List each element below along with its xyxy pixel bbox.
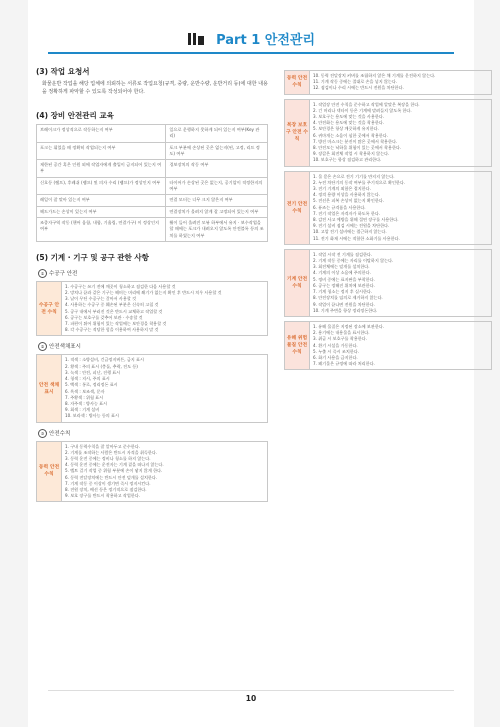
list-item: 6. 공구는 보호구를 갖추어 보관 · 수송할 것 [65,314,143,320]
list-item: 1. 작업장 안전 수칙을 준수하고 작업에 알맞은 복장을 한다. [313,101,420,107]
left-column [36,66,268,506]
list-item: 4. 기계의 이상 소음에 주의한다. [313,270,371,276]
rule-box [36,281,268,337]
list-item: 3. 날이 무딘 수공구는 갈아서 사용할 것 [65,296,137,302]
rule-box-items [62,355,268,422]
list-item: 2. 기계를 조작하는 사람은 반드시 자격을 취득한다. [65,449,158,455]
list-item: 10. 고압 전기 설비에는 접근하지 않는다. [313,229,387,235]
list-item: 8. 전원 장치, 배선 등은 정기적으로 점검한다. [65,486,147,492]
table-row [37,195,268,206]
section-text: 화물운반 작업을 해당 업체에 의뢰하는 서류로 작업요청(규격, 중량, 운반수량, 운반거리 등)에 대한 내용을 정확하게 파악할 수 있도록 작성되어야 한다. [42,81,268,95]
list-item: 10. 보호구는 항상 점검하고 관리한다. [313,157,382,163]
list-item: 1. 구내 동력수칙을 잘 알아두고 준수한다. [65,443,140,449]
table-row [37,125,268,143]
table-row [37,160,268,178]
section-title: (4) 장비 안전관리 교육 [36,111,114,120]
list-item: 9. 작업이 끝나면 전원을 차단한다. [313,301,375,307]
subsection-label: 안전수칙 [49,430,71,437]
list-item: 4. 정격 용량 이상을 사용하지 않는다. [313,192,381,198]
list-item: 5. 누출 시 즉시 조치한다. [313,348,360,354]
rule-box-label: 유해 위험 물질 안전 수칙 [285,321,310,369]
table-row [37,217,268,241]
table-cell: 연결장치가 올려지 않게 잘 고정되어 있는지 여부 [166,206,268,217]
list-item: 6. 퓨즈는 규격품을 사용한다. [313,204,366,210]
list-item: 8. 안전장치를 임의로 제거하지 않는다. [313,295,383,301]
list-item: 10. 기계 주변을 항상 정리정돈한다. [313,307,378,313]
list-item: 5. 전선은 피복 손상이 없는지 확인한다. [313,198,385,204]
list-item: 1. 유해 물질은 지정된 장소에 보관한다. [313,323,385,329]
subsection-label: 안전색채표시 [49,344,81,351]
list-item: 6. 동력 전달장치에는 반드시 안전 덮개를 설치한다. [65,474,158,480]
rule-box [284,70,492,95]
table-cell: 연결 모터는 너무 크지 않은지 여부 [166,195,268,206]
list-item: 2. 기계 작동 중에는 자리를 이탈하지 않는다. [313,258,394,264]
table-cell: 신호등 (램프), 후레쉬 (램프) 및 의자 수리 (램프)가 정상인지 여부 [37,177,166,195]
list-item: 4. 청색 : 지시, 주의 표시 [65,376,110,382]
subsection-label: 수공구 안전 [49,270,78,277]
subsection-number: ① [38,269,47,278]
table-row [37,177,268,195]
list-item: 7. 주황색 : 위험 표시 [65,394,104,400]
list-item: 3. 동력 운전 중에는 정비나 청소를 하지 않는다. [65,455,151,461]
subsection-number: ③ [38,429,47,438]
rule-box [284,99,492,167]
list-item: 5. 정비 중에는 표지판을 부착한다. [313,276,375,282]
list-item: 1. 작업 시작 전 기계를 점검한다. [313,251,373,257]
rule-box-items [310,71,492,95]
rule-box-label: 동력 안전 수칙 [285,71,310,95]
list-item: 3. 보호구는 용도에 맞는 것을 사용한다. [313,114,385,120]
list-item: 11. 기계 작동 중에는 절대로 손을 넣지 않는다. [313,79,398,85]
list-item: 7. 기계 청소는 정지 후 실시한다. [313,289,373,295]
list-item: 9. 회색 : 기계 설비 [65,407,100,413]
list-item: 1. 수공구는 쓰기 전에 깨끗이 청소하고 점검한 다음 사용할 것 [65,283,176,289]
list-item: 7. 기계 작동 중 이상이 생기면 즉시 정지시킨다. [65,480,151,486]
list-item: 7. 폐기물은 규정에 따라 처리한다. [313,361,375,367]
list-item: 2. 용기에는 내용물을 표시한다. [313,330,370,336]
rule-box [284,249,492,317]
list-item: 3. 전기 기계의 외함은 접지한다. [313,186,371,192]
subsection-title [38,269,268,278]
right-column [284,70,492,374]
list-item: 1. 물 묻은 손으로 전기 기기를 만지지 않는다. [313,173,395,179]
table-cell: 포크는 휘었을 때 정확히 작업되는지 여부 [37,142,166,160]
list-item: 2. 긴 머리나 넥타이 등은 기계에 말려들지 않도록 한다. [313,107,412,113]
list-item: 3. 녹색 : 안전, 피난, 진행 표시 [65,369,121,375]
list-item: 10. 동력 전달장치 커버를 조립하지 않은 채 기계를 운전하지 않는다. [313,73,436,78]
page-title: Part 1 안전관리 [216,33,315,48]
rule-box-items [62,281,268,336]
list-item: 9. 보호 장구를 반드시 착용하고 작업한다. [65,493,140,499]
section-title: (5) 기계 · 기구 및 공구 관한 사항 [36,252,149,262]
section-title: (3) 작업 요청서 [36,67,90,76]
list-item: 3. 취급 시 보호구를 착용한다. [313,336,367,342]
list-item: 5. 보안경은 항상 깨끗하게 유지한다. [313,126,379,132]
list-item: 5. 벨트 걸기 작업 중 위험 부분에 손이 닿지 않게 한다. [65,468,163,474]
list-item: 9. 장갑은 회전체 작업 시 착용하지 않는다. [313,151,390,157]
list-item: 2. 누전 차단기의 동작 여부를 주기적으로 확인한다. [313,179,406,185]
rule-box [36,354,268,422]
list-item: 2. 황색 : 주의 표시 (충돌, 추락, 전도 등) [65,363,138,369]
rule-box [36,441,268,503]
list-item: 8. 자주색 : 방사능 표시 [65,400,108,406]
subsection-number: ② [38,342,47,351]
table-cell: 헤드가드는 손상이 있는지 여부 [37,206,166,217]
list-item: 6. 흑색 : 보조색, 문자 [65,388,105,394]
table-cell: 제한된 공간 혹은 인원 외에 작업자에게 출입이 금지되어 있는지 여부 [37,160,166,178]
table-cell: 경보장치의 작동 여부 [166,160,268,178]
list-item: 7. 방진 마스크는 분진이 많은 곳에서 착용한다. [313,138,398,144]
rule-box-items [310,99,492,166]
header-divider [48,52,454,54]
footer-divider [48,690,454,691]
list-item: 9. 전기 설비 점검 시에는 전원을 차단한다. [313,223,390,229]
subsection-title [38,429,268,438]
list-item: 8. 안전모는 낙하물 위험이 있는 곳에서 착용한다. [313,145,402,151]
rule-box-label: 안전 색채 표시 [37,355,62,422]
list-item: 7. 전기 작업은 자격자가 하도록 한다. [313,210,381,216]
list-item: 8. 각 수공구는 적당한 힘을 이용하여 사용하지 말 것 [65,327,159,333]
book-logo-icon [187,32,205,46]
rule-box-label: 복장 보호구 안전 수칙 [285,99,310,166]
list-item: 5. 공구 내에서 부러진 것은 반드시 교체하고 작업할 것 [65,308,163,314]
list-item: 5. 백색 : 통로, 정리정돈 표시 [65,382,118,388]
table-cell: 브레이크가 정상적으로 작동하는지 여부 [37,125,166,143]
list-item: 3. 회전체에는 덮개를 설치한다. [313,264,370,270]
rule-box-label: 기계 안전 수칙 [285,249,310,316]
list-item: 4. 사용하는 수공구 중 훼손된 부분은 신속히 고칠 것 [65,302,159,308]
subsection-title [38,342,268,351]
rule-box-label: 동력 안전 수칙 [37,441,62,502]
rule-box [284,171,492,245]
list-item: 6. 귀마개는 소음이 심한 곳에서 착용한다. [313,132,388,138]
list-item: 6. 공구는 정해진 위치에 보관한다. [313,282,375,288]
list-item: 4. 동력 운전 중에는 운전자는 기계 곁을 떠나지 않는다. [65,462,164,468]
list-item: 10. 보라색 : 방사능 등의 표시 [65,413,119,419]
page [28,0,474,727]
list-item: 1. 적색 : 소방설비, 긴급정지버튼, 금지 표시 [65,357,144,363]
list-item: 8. 감전 사고 예방을 위해 절연 장구를 사용한다. [313,217,399,223]
list-item: 4. 안전화는 용도에 맞는 것을 착용한다. [313,120,385,126]
table-cell: 일으로 운행하지 못하게 되어 있는지 여부(Key 관리) [166,125,268,143]
table-row [37,142,268,160]
page-number: 10 [245,694,257,703]
rule-box-label: 전기 안전 수칙 [285,171,310,244]
page-header [28,28,474,48]
list-item: 7. 파편이 튀어 위험이 있는 작업에는 보안경을 착용할 것 [65,321,167,327]
table-cell: 포크 부분에 손상된 곳은 없는지(핀, 고정, 리프 정도) 여부 [166,142,268,160]
rule-box-items [310,249,492,316]
list-item: 12. 점검이나 수리 시에는 반드시 전원을 차단한다. [313,85,404,91]
table-cell: 레일이 잘 맞아 있는지 여부 [37,195,166,206]
rule-box-items [62,441,268,502]
table-cell: 휠이 들어 올려진 모뷰 하부에서 유지 · 보수작업을 할 때에는 포크가 내려오지 않도록 안전블록 등의 조치를 하였는지 여부 [166,217,268,241]
rule-box-items [310,171,492,244]
list-item: 2. 망치나 끝과 같은 기구는 해머는 머리에 쐐기가 없는지 확인 후 반드시 치우 사용할 것 [65,290,222,296]
list-item: 11. 전기 화재 시에는 적합한 소화기를 사용한다. [313,235,400,241]
table-cell: 조종자구역 작동 (핸어 움함, 내함, 기울림, 연결가구) 이 정상인지 여부 [37,217,166,241]
table-row [37,206,268,217]
equipment-table [36,124,268,242]
rule-box [284,321,492,370]
rule-box-items [310,321,492,369]
rule-box-label: 수공구 안전 수칙 [37,281,62,336]
table-cell: 타이어가 손상된 곳은 없는지, 공기압이 적정한지의 여부 [166,177,268,195]
list-item: 6. 화기 사용을 금지한다. [313,354,358,360]
list-item: 4. 환기 시설을 가동한다. [313,342,358,348]
